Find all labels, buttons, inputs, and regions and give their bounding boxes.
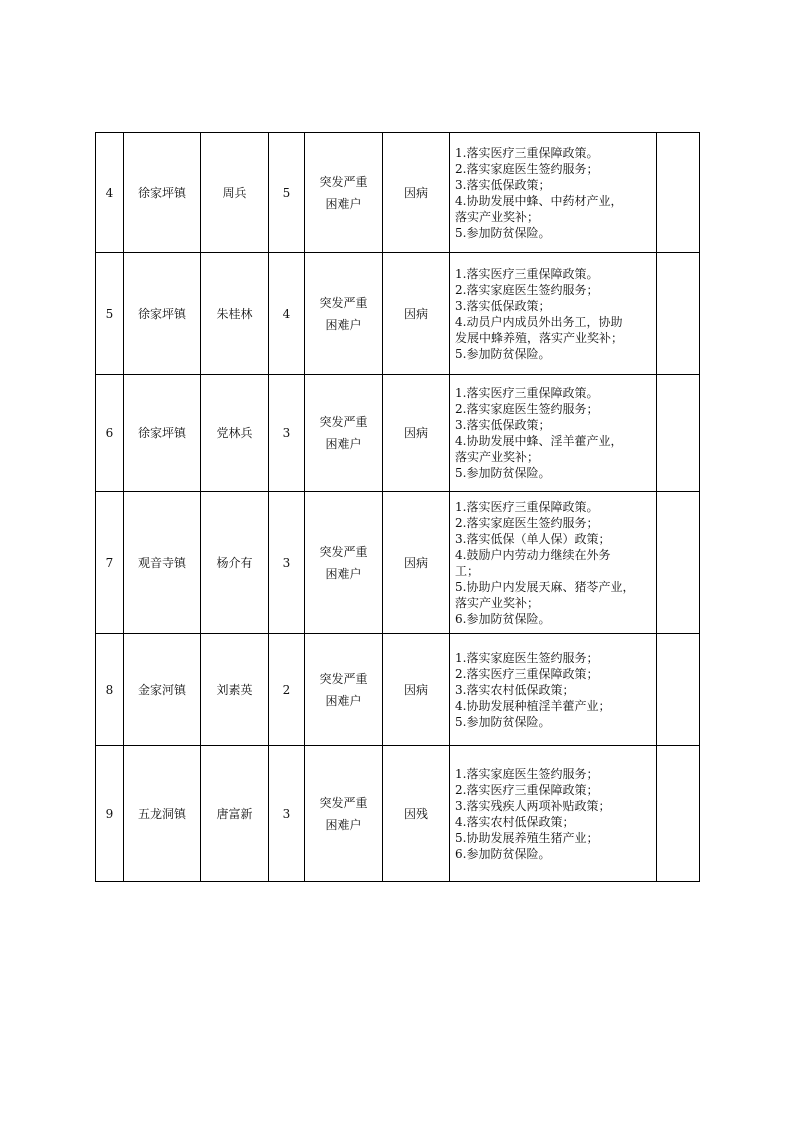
category-line: 困难户 — [325, 437, 362, 451]
measure-line: 2.落实家庭医生签约服务； — [455, 161, 599, 176]
category-line: 困难户 — [325, 317, 362, 332]
measure-line: 落实产业奖补； — [455, 595, 540, 610]
poverty-cause-cell: 因病 — [383, 375, 450, 492]
category-line: 突发严重 — [319, 671, 368, 686]
poverty-cause-cell: 因病 — [383, 492, 450, 634]
assistance-measures-cell — [450, 133, 657, 253]
table-row — [96, 253, 700, 375]
household-size-cell: 3 — [269, 375, 305, 492]
household-category-cell — [305, 133, 383, 253]
assistance-measures-cell — [450, 375, 657, 492]
measure-line: 5.参加防贫保险。 — [455, 714, 551, 729]
measure-line: 3.落实低保政策； — [455, 177, 551, 192]
remarks-cell — [657, 253, 700, 375]
town-cell: 徐家坪镇 — [124, 133, 201, 253]
town-cell: 五龙洞镇 — [124, 746, 201, 882]
household-category-cell — [305, 375, 383, 492]
measures-list — [455, 766, 653, 862]
category-line: 突发严重 — [319, 174, 368, 189]
measures-list — [455, 650, 653, 730]
household-category-cell — [305, 746, 383, 882]
town-cell: 徐家坪镇 — [124, 375, 201, 492]
row-number-cell: 6 — [96, 375, 124, 492]
measure-line: 4.落实农村低保政策； — [455, 814, 575, 829]
poverty-cause-cell: 因病 — [383, 133, 450, 253]
measures-list — [455, 145, 653, 241]
measure-line: 发展中蜂养殖，落实产业奖补； — [455, 330, 624, 345]
table-body — [96, 133, 700, 882]
measure-line: 5.协助发展养殖生猪产业； — [455, 830, 599, 845]
poverty-cause-cell: 因残 — [383, 746, 450, 882]
household-size-cell: 3 — [269, 746, 305, 882]
household-size-cell: 2 — [269, 634, 305, 746]
remarks-cell — [657, 133, 700, 253]
row-number-cell: 5 — [96, 253, 124, 375]
table-row — [96, 375, 700, 492]
household-size-cell: 3 — [269, 492, 305, 634]
measure-line: 2.落实家庭医生签约服务； — [455, 282, 599, 297]
measure-line: 落实产业奖补； — [455, 209, 540, 224]
householder-name-cell: 朱桂林 — [201, 253, 269, 375]
category-line: 困难户 — [325, 196, 362, 211]
town-cell: 金家河镇 — [124, 634, 201, 746]
measure-line: 5.参加防贫保险。 — [455, 466, 551, 480]
household-category-cell — [305, 492, 383, 634]
measure-line: 1.落实家庭医生签约服务； — [455, 766, 599, 781]
householder-name-cell: 刘素英 — [201, 634, 269, 746]
assistance-measures-cell — [450, 492, 657, 634]
town-cell: 徐家坪镇 — [124, 253, 201, 375]
householder-name-cell: 唐富新 — [201, 746, 269, 882]
household-category-cell — [305, 253, 383, 375]
householder-name-cell: 党林兵 — [201, 375, 269, 492]
measure-line: 4.协助发展中蜂、中药材产业， — [455, 193, 623, 208]
row-number-cell: 8 — [96, 634, 124, 746]
town-cell: 观音寺镇 — [124, 492, 201, 634]
table-row — [96, 746, 700, 882]
poverty-cause-cell: 因病 — [383, 253, 450, 375]
measure-line: 4.协助发展中蜂、淫羊藿产业， — [455, 434, 623, 448]
measures-list — [455, 499, 653, 627]
measure-line: 1.落实家庭医生签约服务； — [455, 650, 599, 665]
row-number-cell: 7 — [96, 492, 124, 634]
category-line: 突发严重 — [319, 295, 368, 310]
category-line: 突发严重 — [319, 544, 368, 559]
householder-name-cell: 杨介有 — [201, 492, 269, 634]
measure-line: 1.落实医疗三重保障政策。 — [455, 499, 599, 514]
householder-name-cell: 周兵 — [201, 133, 269, 253]
remarks-cell — [657, 492, 700, 634]
measure-line: 1.落实医疗三重保障政策。 — [455, 386, 599, 400]
measures-list — [455, 385, 653, 481]
measure-line: 3.落实农村低保政策； — [455, 682, 575, 697]
assistance-measures-cell — [450, 634, 657, 746]
measure-line: 5.参加防贫保险。 — [455, 346, 551, 361]
category-line: 困难户 — [325, 566, 362, 581]
assistance-measures-cell — [450, 253, 657, 375]
measure-line: 4.鼓励户内劳动力继续在外务 — [455, 547, 611, 562]
measure-line: 6.参加防贫保险。 — [455, 846, 551, 861]
row-number-cell: 9 — [96, 746, 124, 882]
measure-line: 工； — [455, 563, 480, 578]
remarks-cell — [657, 634, 700, 746]
category-line: 困难户 — [325, 693, 362, 708]
assistance-measures-cell — [450, 746, 657, 882]
measure-line: 2.落实家庭医生签约服务； — [455, 515, 599, 530]
measure-line: 2.落实医疗三重保障政策； — [455, 666, 599, 681]
measure-line: 3.落实低保政策； — [455, 418, 551, 432]
category-line: 突发严重 — [319, 415, 368, 429]
household-size-cell: 5 — [269, 133, 305, 253]
poverty-cause-cell: 因病 — [383, 634, 450, 746]
measure-line: 3.落实残疾人两项补贴政策； — [455, 798, 611, 813]
measure-line: 落实产业奖补； — [455, 450, 540, 464]
measure-line: 4.协助发展种植淫羊藿产业； — [455, 698, 611, 713]
measures-list — [455, 266, 653, 362]
measure-line: 3.落实低保（单人保）政策； — [455, 531, 611, 546]
category-line: 突发严重 — [319, 795, 368, 810]
remarks-cell — [657, 375, 700, 492]
remarks-cell — [657, 746, 700, 882]
measure-line: 1.落实医疗三重保障政策。 — [455, 266, 599, 281]
measure-line: 3.落实低保政策； — [455, 298, 551, 313]
measure-line: 1.落实医疗三重保障政策。 — [455, 145, 599, 160]
measure-line: 4.动员户内成员外出务工，协助 — [455, 314, 623, 329]
table-row — [96, 492, 700, 634]
measure-line: 5.参加防贫保险。 — [455, 225, 551, 240]
household-category-cell — [305, 634, 383, 746]
category-line: 困难户 — [325, 817, 362, 832]
household-assistance-table — [95, 132, 700, 882]
table-row — [96, 133, 700, 253]
measure-line: 6.参加防贫保险。 — [455, 611, 551, 626]
measure-line: 2.落实家庭医生签约服务； — [455, 402, 599, 416]
measure-line: 2.落实医疗三重保障政策； — [455, 782, 599, 797]
measure-line: 5.协助户内发展天麻、猪苓产业， — [455, 579, 635, 594]
row-number-cell: 4 — [96, 133, 124, 253]
household-size-cell: 4 — [269, 253, 305, 375]
table-row — [96, 634, 700, 746]
